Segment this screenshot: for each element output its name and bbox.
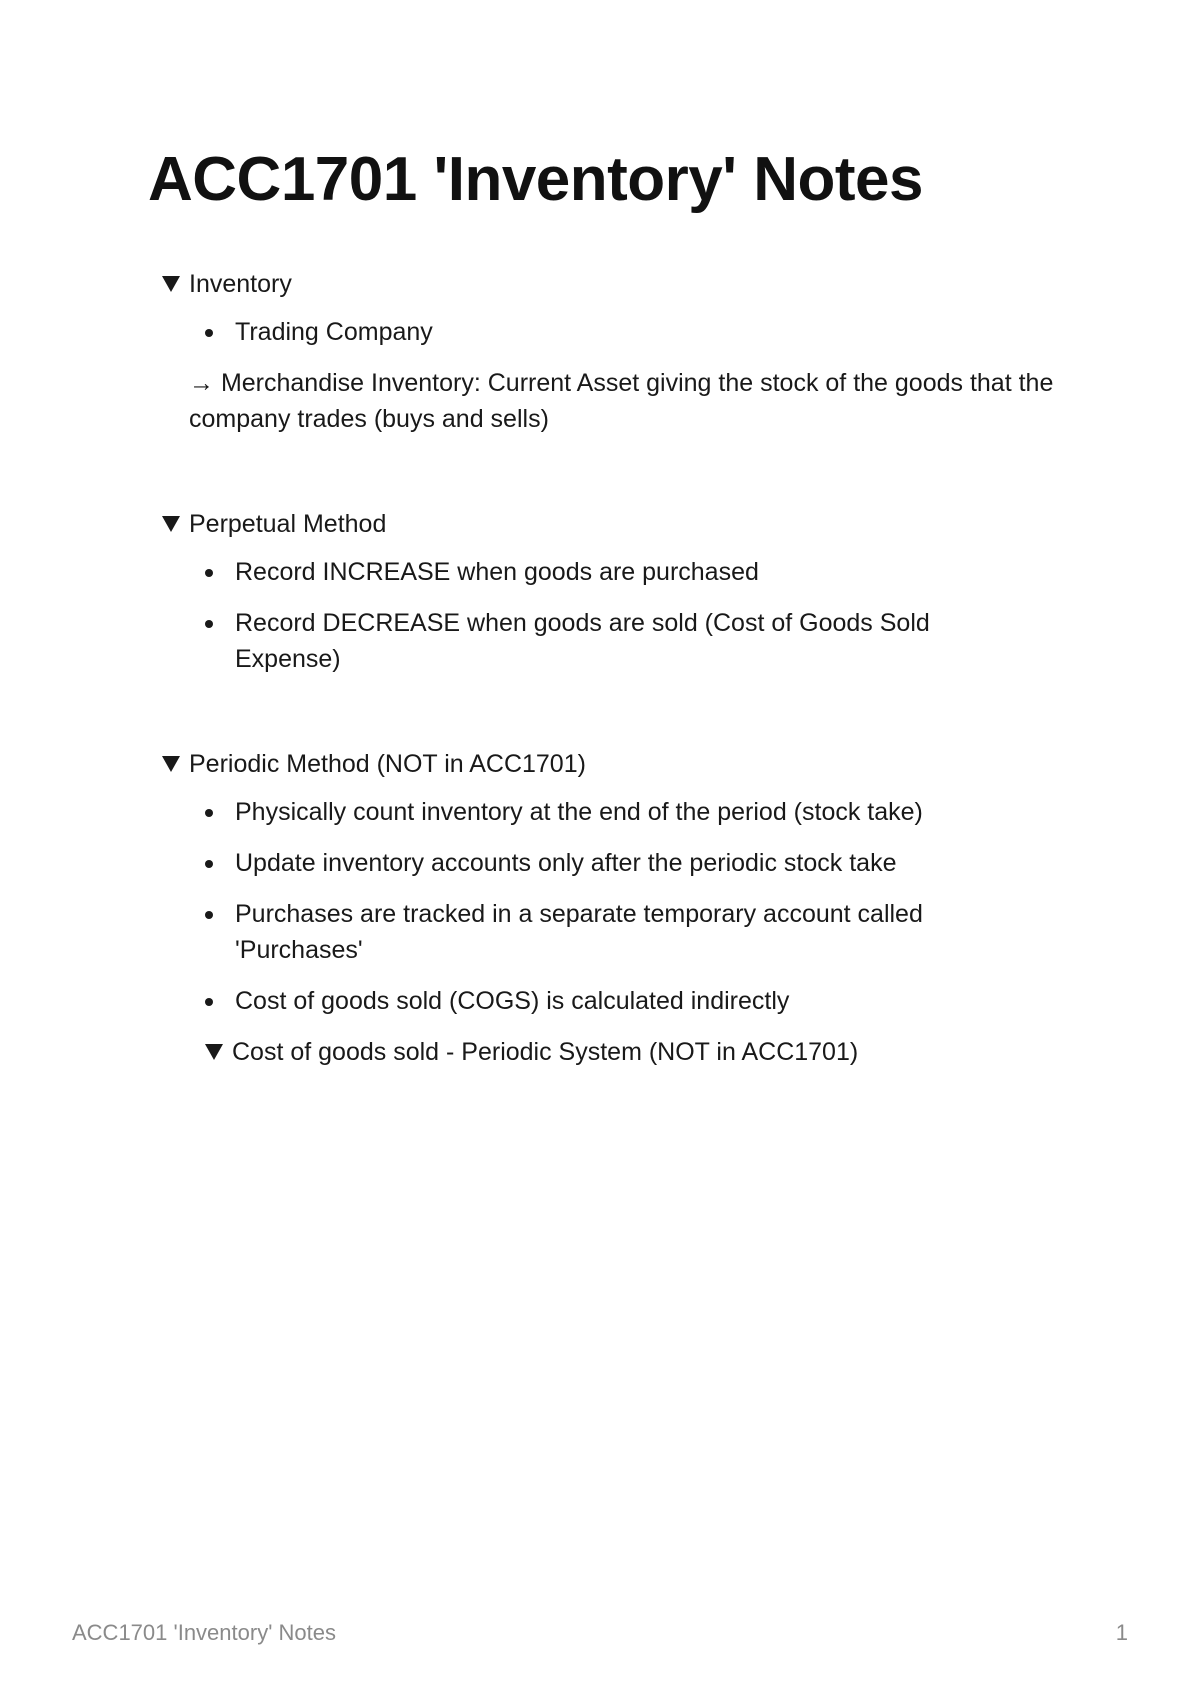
list-item-text: Record INCREASE when goods are purchased — [235, 558, 759, 586]
list-item-text: Physically count inventory at the end of the period (stock take) — [235, 798, 923, 826]
triangle-down-icon[interactable] — [205, 1044, 223, 1060]
page-number: 1 — [1115, 1620, 1128, 1645]
page-title: ACC1701 'Inventory' Notes — [148, 145, 924, 214]
list-item-text: Trading Company — [235, 318, 433, 346]
bullet-dot-icon — [205, 860, 213, 868]
toggle-label: Periodic Method (NOT in ACC1701) — [189, 750, 586, 778]
toggle-section-perpetual — [160, 506, 1080, 692]
toggle-children — [189, 554, 1080, 677]
toggle-label: Cost of goods sold - Periodic System (NOT in ACC1701) — [232, 1038, 859, 1066]
footer-title: ACC1701 'Inventory' Notes — [72, 1620, 336, 1645]
toggle-children — [189, 794, 1080, 1070]
list-item-text: Purchases are tracked in a separate temporary account called 'Purchases' — [235, 900, 923, 964]
list-item — [189, 845, 1080, 881]
list-item — [189, 605, 1080, 677]
bullet-dot-icon — [205, 998, 213, 1006]
bullet-dot-icon — [205, 911, 213, 919]
bullet-dot-icon — [205, 620, 213, 628]
toggle-label: Inventory — [189, 270, 292, 298]
list-item — [189, 794, 1080, 830]
bullet-dot-icon — [205, 809, 213, 817]
list-item — [189, 983, 1080, 1019]
paragraph: → Merchandise Inventory: Current Asset giving the stock of the goods that the company trades (buys and sells) — [189, 369, 1054, 433]
toggle-children — [189, 314, 1080, 437]
toggle-section-inventory — [160, 266, 1080, 437]
list-item-text: Update inventory accounts only after the periodic stock take — [235, 849, 897, 877]
list-item-text: Cost of goods sold (COGS) is calculated indirectly — [235, 987, 790, 1015]
triangle-down-icon[interactable] — [162, 276, 180, 292]
triangle-down-icon[interactable] — [162, 756, 180, 772]
nested-toggle-cogs-periodic[interactable] — [203, 1034, 1080, 1070]
list-item — [189, 314, 1080, 350]
toggle-section-periodic — [160, 746, 1080, 1070]
list-item-text: Record DECREASE when goods are sold (Cost of Goods Sold Expense) — [235, 609, 930, 673]
toggle-label: Perpetual Method — [189, 510, 387, 538]
list-item — [189, 554, 1080, 590]
bullet-dot-icon — [205, 329, 213, 337]
toggle-header-inventory[interactable] — [160, 266, 1080, 302]
triangle-down-icon[interactable] — [162, 516, 180, 532]
toggle-header-perpetual[interactable] — [160, 506, 1080, 542]
bullet-dot-icon — [205, 569, 213, 577]
toggle-header-periodic[interactable] — [160, 746, 1080, 782]
list-item — [189, 896, 1080, 968]
